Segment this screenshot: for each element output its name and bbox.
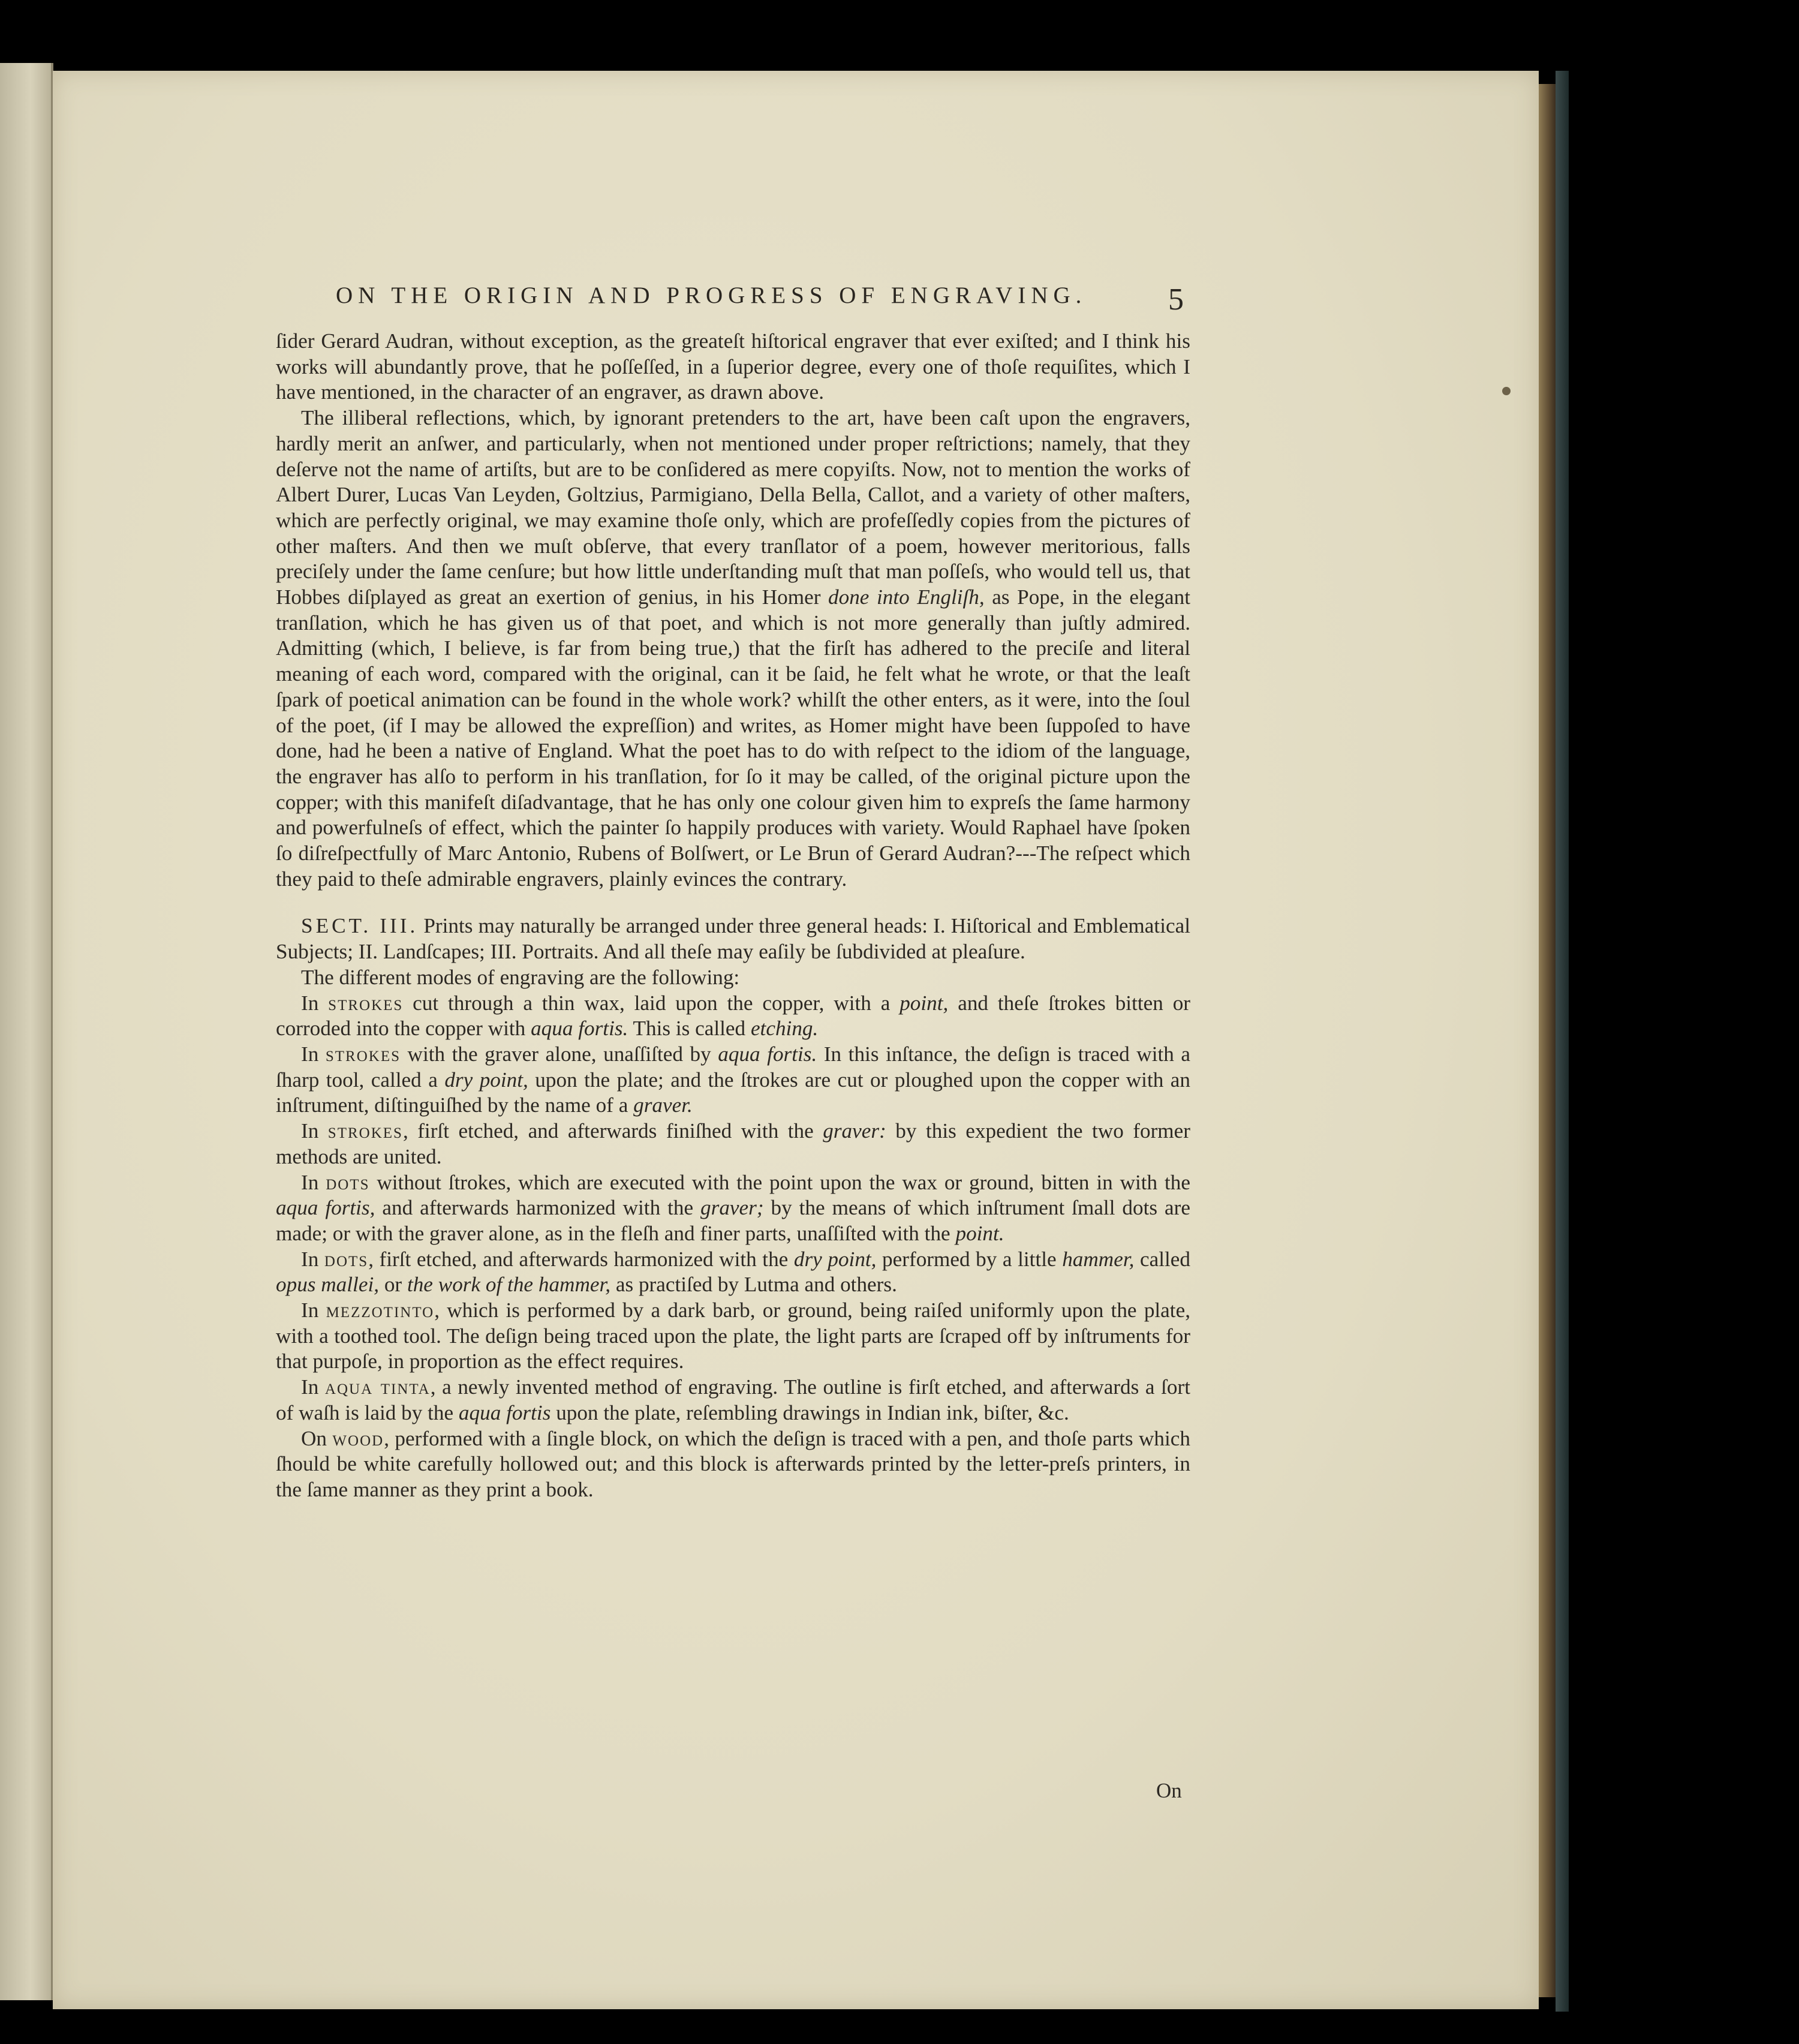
text-run: In (301, 991, 329, 1015)
text-run: This is called (628, 1017, 751, 1041)
text-run: upon the plate; and the ſtrokes are cut or ploughed upon the copper with an inſtrument, diſtinguiſhed by the name of a (276, 1068, 1190, 1117)
paragraph-modes-intro: The different modes of engraving are the following: (301, 965, 740, 989)
italic-term: opus mallei, (276, 1273, 380, 1297)
text-run: , performed with a ſingle block, on which the deſign is traced with a pen, and thoſe parts which ſhould be white carefully hollowed out; and this block is afterwards printed by the letter-preſs printers, in the ſame manner as they print a book. (276, 1426, 1190, 1501)
text-run: , which is performed by a dark barb, or ground, being raiſed uniformly upon the plate, with a toothed tool. The deſign being traced upon the plate, the light parts are ſcraped off by inſtruments for that purpoſe, in proportion as the effect requires. (276, 1298, 1190, 1373)
paragraph-wood (276, 1426, 1190, 1503)
italic-term: aqua fortis. (531, 1017, 628, 1041)
paragraph-mezzotinto (276, 1298, 1190, 1375)
text-run: as practiſed by Lutma and others. (610, 1273, 897, 1297)
paper-speck (1502, 387, 1511, 395)
text-run: upon the plate, reſembling drawings in Indian ink, biſter, &c. (550, 1400, 1069, 1424)
paragraph-2-text-a: The illiberal reflections, which, by ignorant pretenders to the art, have been caſt upon the engravers, hardly merit an anſwer, and particularly, when not mentioned under proper reſtrictions; namely, that they deſerve not the name of artiſts, but are to be conſidered as mere copyiſts. Now, not to mention the works of Albert Durer, Lucas Van Leyden, Goltzius, Parmigiano, Della Bella, Callot, and a variety of other maſters, which are perfectly original, we may examine thoſe only, which are profeſſedly copies from the pictures of other maſters. And then we muſt obſerve, that every tranſlator of a poem, however meritorious, falls preciſely under the ſame cenſure; but how little underſtanding muſt that man poſſeſs, who would tell us, that Hobbes diſplayed as great an exertion of genius, in his Homer (276, 406, 1190, 609)
text-run: without ſtrokes, which are executed with the point upon the wax or ground, bitten in with the (369, 1170, 1190, 1194)
text-run: cut through a thin wax, laid upon the copper, with a (403, 991, 900, 1015)
text-run: In this inſtance, the deſign is traced with a ſharp tool, called a (276, 1042, 1190, 1092)
text-run: In (301, 1170, 326, 1194)
italic-term: dry point, (444, 1068, 528, 1092)
text-run: by this expedient the two former methods are united. (276, 1119, 1191, 1168)
italic-term: graver: (823, 1119, 886, 1143)
paragraph-dots (276, 1170, 1190, 1247)
text-run: called (1134, 1247, 1190, 1271)
italic-term: point. (955, 1221, 1004, 1245)
text-run: In (301, 1119, 328, 1143)
term-dots: dots (326, 1170, 370, 1194)
text-run: and theſe ſtrokes bitten or corroded into the copper with (276, 991, 1191, 1041)
italic-term: hammer, (1062, 1247, 1135, 1271)
page-number: 5 (1168, 282, 1184, 317)
book-binding (1556, 71, 1569, 2012)
italic-term: point, (900, 991, 949, 1015)
term-strokes: strokes (327, 1119, 403, 1143)
paragraph-graver (276, 1042, 1190, 1119)
italic-term: aqua fortis, (276, 1196, 375, 1220)
text-run: and afterwards harmonized with the (375, 1196, 701, 1220)
term-wood: wood (332, 1426, 384, 1450)
running-head: ON THE ORIGIN AND PROGRESS OF ENGRAVING. (336, 282, 1087, 308)
italic-term: graver. (633, 1093, 693, 1117)
section-3-paragraph (276, 913, 1190, 964)
text-run: or (379, 1273, 407, 1297)
term-strokes: strokes (328, 991, 404, 1015)
catchword: On (1156, 1779, 1182, 1802)
text-run: In (301, 1247, 324, 1271)
page-block-edge (1539, 84, 1556, 1997)
text-run: by the means of which inſtrument ſmall dots are made; or with the graver alone, as in the fleſh and finer parts, unaſſiſted with the (276, 1196, 1190, 1245)
italic-term: aqua fortis. (718, 1042, 817, 1066)
term-dots: dots (324, 1247, 369, 1271)
italic-term: dry point, (793, 1247, 877, 1271)
text-run: , firſt etched, and afterwards harmonized with the (368, 1247, 794, 1271)
term-strokes: strokes (325, 1042, 401, 1066)
italic-term: etching. (750, 1017, 819, 1041)
text-run: In (301, 1042, 326, 1066)
text-run: with the graver alone, unaſſiſted by (401, 1042, 718, 1066)
body-text (276, 329, 1190, 1503)
paragraph-dots-hammer (276, 1247, 1190, 1298)
paragraph-etching (276, 991, 1190, 1042)
term-aqua-tinta: aqua tinta (324, 1375, 431, 1399)
paragraph-aqua-tinta (276, 1375, 1190, 1426)
text-run: , firſt etched, and afterwards finiſhed with the (402, 1119, 823, 1143)
section-3-text: Prints may naturally be arranged under three general heads: I. Hiſtorical and Emblematical Subjects; II. Landſcapes; III. Portraits. And all theſe may eaſily be ſubdivided at pleaſure. (276, 914, 1190, 964)
text-run: On (301, 1426, 333, 1450)
paragraph-2-text-c: as Pope, in the elegant tranſlation, which he has given us of that poet, and which is not more generally than juſtly admired. Admitting (which, I believe, is far from being true,) that the firſt has adhered to the preciſe and literal meaning of each word, compared with the original, can it be ſaid, he felt what he wrote, or that the leaſt ſpark of poetical animation can be found in the whole work? whilſt the other enters, as it were, into the ſoul of the poet, (if I may be allowed the expreſſion) and writes, as Homer might have been ſuppoſed to have done, had he been a native of England. What the poet has to do with reſpect to the idiom of the language, the engraver has alſo to perform in his tranſlation, for ſo it may be called, of the original picture upon the copper; with this manifeſt diſadvantage, that he has only one colour given him to expreſs the ſame harmony and powerfulneſs of effect, which the painter ſo happily produces with variety. Would Raphael have ſpoken ſo diſreſpectfully of Marc Antonio, Rubens of Bolſwert, or Le Brun of Gerard Audran?---The reſpect which they paid to theſe admirable engravers, plainly evinces the contrary. (276, 585, 1191, 891)
italic-term: graver; (700, 1196, 764, 1220)
text-run: performed by a little (876, 1247, 1063, 1271)
paragraph-2 (276, 405, 1190, 892)
paragraph-2-italic: done into Engliſh, (828, 585, 985, 609)
text-run: In (301, 1375, 325, 1399)
italic-term: the work of the hammer, (407, 1273, 611, 1297)
section-label: SECT. III. (301, 914, 419, 938)
term-mezzotinto: mezzotinto (326, 1298, 435, 1322)
previous-page-edge (0, 63, 53, 2000)
paragraph-1: ſider Gerard Audran, without exception, as the greateſt hiſtorical engraver that ever exiſted; and I think his works will abundantly prove, that he poſſeſſed, in a ſuperior degree, every one of thoſe requiſites, which I have mentioned, in the character of an engraver, as drawn above. (276, 329, 1190, 404)
italic-term: aqua fortis (458, 1400, 551, 1424)
text-run: , a newly invented method of engraving. The outline is firſt etched, and afterwards a ſort of waſh is laid by the (276, 1375, 1191, 1424)
text-run: In (301, 1298, 326, 1322)
paragraph-etched-finished (276, 1119, 1190, 1170)
